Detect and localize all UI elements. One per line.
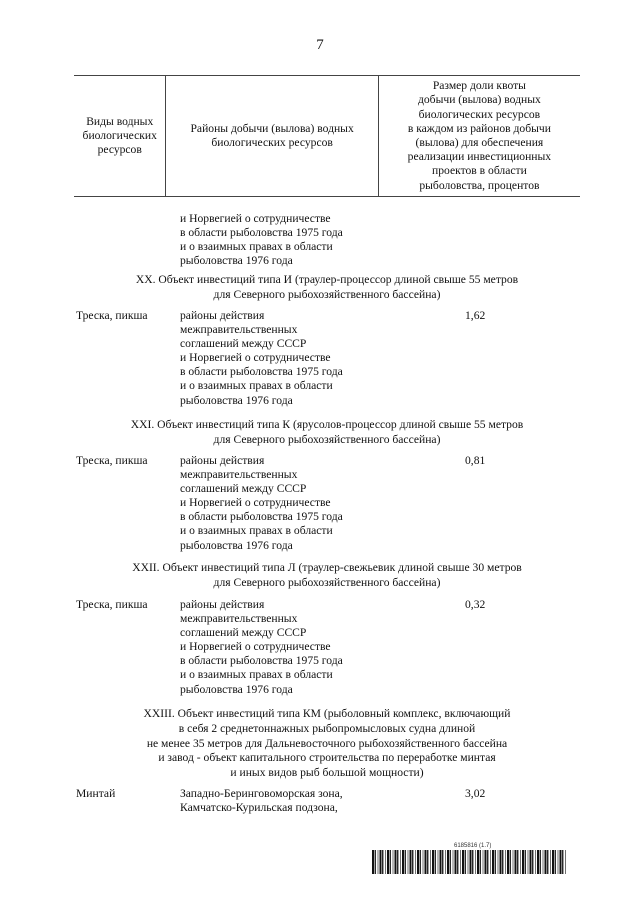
area-cell: районы действия межправительственных соглашений между СССР и Норвегией о сотрудничестве в области рыболовства 1975 года и о взаимных правах в области рыболовства 1976 года [180, 454, 343, 552]
section-title: XXII. Объект инвестиций типа Л (траулер-свежьевик длиной свыше 30 метров для Северного рыбохозяйственного бассейна) [132, 561, 522, 589]
share-cell: 1,62 [465, 309, 486, 322]
header-species: Виды водных биологических ресурсов [74, 76, 166, 197]
header-areas: Районы добычи (вылова) водных биологических ресурсов [166, 76, 378, 197]
area-cell: районы действия межправительственных соглашений между СССР и Норвегией о сотрудничестве в области рыболовства 1975 года и о взаимных правах в области рыболовства 1976 года [180, 598, 343, 696]
header-quota-share: Размер доли квоты добычи (вылова) водных биологических ресурсов в каждом из районов добычи (вылова) для обеспечения реализации инвестиционных проектов в области рыболовства, процентов [378, 76, 580, 197]
area-cell: районы действия межправительственных соглашений между СССР и Норвегией о сотрудничестве в области рыболовства 1975 года и о взаимных правах в области рыболовства 1976 года [180, 309, 343, 407]
species-cell: Треска, пикша [76, 454, 148, 467]
document-code: 6185816 (1.7) [454, 843, 492, 849]
barcode-icon [372, 850, 568, 874]
share-cell: 3,02 [465, 787, 486, 800]
share-cell: 0,81 [465, 454, 486, 467]
table-header [74, 75, 580, 197]
area-cell: Западно-Беринговоморская зона, Камчатско-Курильская подзона, [180, 787, 343, 815]
species-cell: Треска, пикша [76, 309, 148, 322]
section-title: XXI. Объект инвестиций типа К (ярусолов-процессор длиной свыше 55 метров для Северного рыбохозяйственного бассейна) [130, 418, 524, 446]
page-number: 7 [316, 37, 324, 53]
species-cell: Минтай [76, 787, 116, 800]
share-cell: 0,32 [465, 598, 486, 611]
section-title: XXIII. Объект инвестиций типа КМ (рыболовный комплекс, включающий в себя 2 среднетоннажных рыбопромысловых судна длиной не менее 35 метров для Дальневосточного рыбохозяйственного бассейна и завод - объект капитального строительства по переработке минтая и иных видов рыб большой мощности) [143, 707, 511, 780]
species-cell: Треска, пикша [76, 598, 148, 611]
continuation-area: и Норвегией о сотрудничестве в области рыболовства 1975 года и о взаимных правах в области рыболовства 1976 года [180, 212, 343, 268]
section-title: XX. Объект инвестиций типа И (траулер-процессор длиной свыше 55 метров для Северного рыбохозяйственного бассейна) [135, 273, 519, 301]
